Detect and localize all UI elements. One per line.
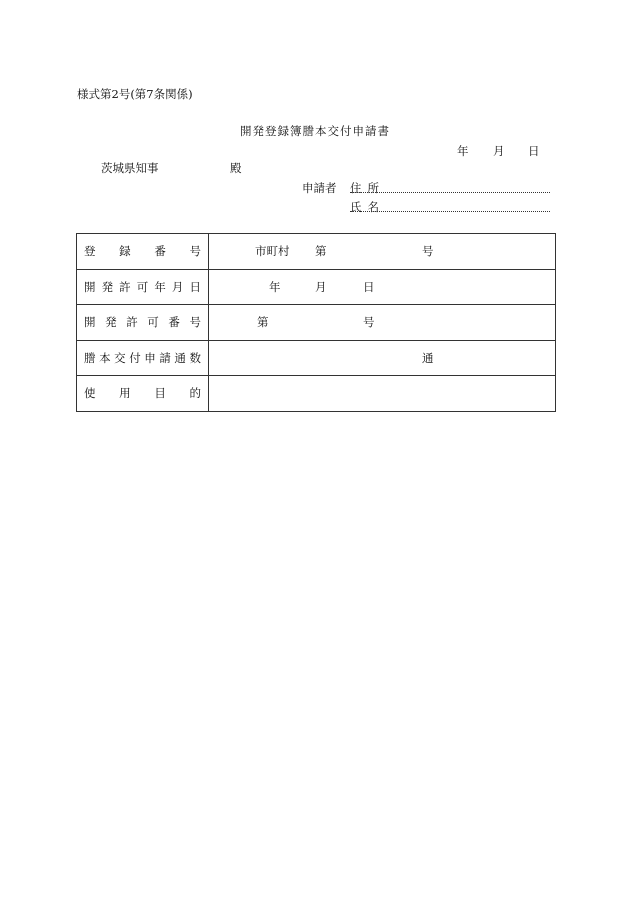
number-suffix: 号: [363, 315, 375, 330]
permit-date-field[interactable]: [209, 269, 556, 305]
label-char: 可: [147, 315, 159, 330]
label-char: 開: [84, 315, 96, 330]
date-year-label: 年: [457, 144, 469, 158]
label-char: 号: [189, 315, 201, 330]
label-char: 的: [189, 386, 201, 401]
label-char: 通: [174, 350, 186, 365]
label-char: 開: [84, 279, 96, 294]
table-row: [77, 269, 556, 305]
label-char: 許: [126, 315, 138, 330]
table-row: [77, 340, 556, 376]
addressee: 茨城県知事: [101, 161, 159, 175]
address-field[interactable]: [350, 192, 550, 193]
label-char: 可: [136, 279, 149, 294]
table-row: [77, 234, 556, 270]
label-char: 目: [154, 386, 166, 401]
registration-number-field[interactable]: [209, 234, 556, 270]
label-char: 請: [159, 350, 171, 365]
row-label-text: [77, 243, 208, 259]
purpose-field[interactable]: [209, 376, 556, 412]
document-title: 開発登録簿謄本交付申請書: [240, 124, 390, 138]
day-label: 日: [363, 279, 375, 294]
label-char: 付: [129, 350, 141, 365]
name-field[interactable]: [350, 211, 550, 212]
ordinal-prefix: 第: [315, 244, 327, 259]
label-char: 使: [84, 386, 96, 401]
label-char: 月: [171, 279, 184, 294]
label-char: 許: [119, 279, 131, 294]
ordinal-prefix: 第: [257, 315, 269, 330]
label-char: 発: [105, 315, 117, 330]
label-char: 番: [168, 315, 180, 330]
label-char: 番: [154, 244, 166, 259]
label-char: 年: [154, 279, 166, 294]
table-row: [77, 305, 556, 341]
row-label-text: [77, 314, 208, 330]
label-char: 交: [114, 350, 126, 365]
municipality-label: 市町村: [255, 244, 290, 259]
label-char: 発: [101, 279, 114, 294]
label-char: 登: [84, 244, 96, 259]
label-char: 用: [119, 386, 131, 401]
month-label: 月: [315, 279, 327, 294]
form-number: 様式第2号(第7条関係): [77, 87, 193, 101]
table-row: [77, 376, 556, 412]
row-label-text: [77, 385, 208, 401]
date-month-label: 月: [493, 144, 505, 158]
date-day-label: 日: [528, 144, 540, 158]
label-char: 謄: [84, 350, 96, 365]
label-char: 録: [119, 244, 131, 259]
copy-count-field[interactable]: [209, 340, 556, 376]
row-label-permit-number: [77, 305, 209, 341]
number-suffix: 号: [422, 244, 434, 259]
application-table: [76, 233, 556, 412]
address-label: 住所: [350, 181, 385, 195]
applicant-label: 申請者: [302, 181, 337, 195]
addressee-honorific: 殿: [230, 161, 242, 175]
row-label-registration-number: [77, 234, 209, 270]
label-char: 号: [189, 244, 201, 259]
row-label-text: [77, 279, 208, 295]
label-char: 申: [144, 350, 156, 365]
label-char: 本: [99, 350, 111, 365]
row-label-copy-count: [77, 340, 209, 376]
label-char: 日: [189, 279, 201, 294]
year-label: 年: [269, 279, 281, 294]
row-label-purpose: [77, 376, 209, 412]
label-char: 数: [189, 350, 201, 365]
permit-number-field[interactable]: [209, 305, 556, 341]
row-label-text: [77, 350, 208, 366]
name-label: 氏名: [350, 200, 385, 214]
row-label-permit-date: [77, 269, 209, 305]
copies-suffix: 通: [422, 350, 434, 365]
